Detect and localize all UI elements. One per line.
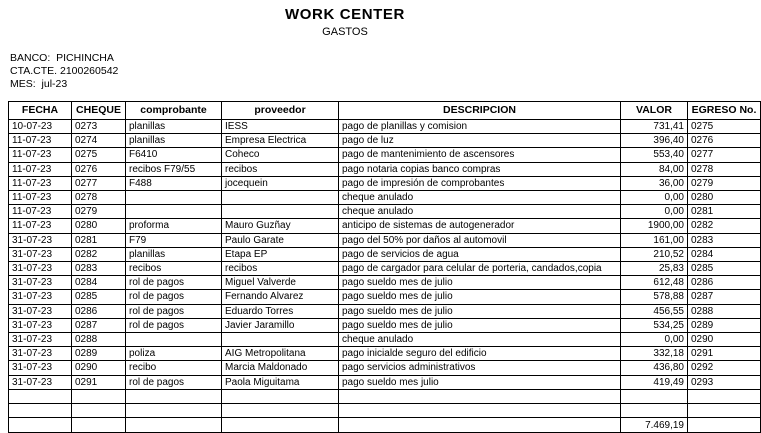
cell-cheque: 0279: [72, 205, 126, 219]
cell-cheque: 0274: [72, 134, 126, 148]
cell-descripcion: cheque anulado: [339, 191, 621, 205]
cell-cheque: 0287: [72, 318, 126, 332]
cell-fecha: 11-07-23: [9, 219, 72, 233]
column-header-egreso: EGRESO No.: [688, 102, 761, 120]
column-header-proveedor: proveedor: [222, 102, 339, 120]
cell-descripcion: pago sueldo mes de julio: [339, 276, 621, 290]
cell-fecha: 11-07-23: [9, 134, 72, 148]
cell-valor: 0,00: [621, 191, 688, 205]
cell-cheque: 0280: [72, 219, 126, 233]
cell-cheque: [72, 389, 126, 403]
cell-egreso: 0293: [688, 375, 761, 389]
cell-comprobante: [126, 191, 222, 205]
cell-proveedor: Javier Jaramillo: [222, 318, 339, 332]
cell-fecha: 11-07-23: [9, 176, 72, 190]
total-spacer-comprobante: [126, 418, 222, 433]
cell-proveedor: Paola Miguitama: [222, 375, 339, 389]
cell-comprobante: recibos: [126, 262, 222, 276]
cell-egreso: 0291: [688, 347, 761, 361]
cell-comprobante: F488: [126, 176, 222, 190]
cell-descripcion: pago de mantenimiento de ascensores: [339, 148, 621, 162]
table-row: [9, 389, 761, 403]
total-spacer-proveedor: [222, 418, 339, 433]
cell-fecha: 31-07-23: [9, 318, 72, 332]
total-spacer-cheque: [72, 418, 126, 433]
cell-descripcion: pago inicialde seguro del edificio: [339, 347, 621, 361]
cell-comprobante: F79: [126, 233, 222, 247]
table-row: [9, 276, 761, 290]
cell-comprobante: [126, 404, 222, 418]
table-row: [9, 205, 761, 219]
cell-egreso: 0282: [688, 219, 761, 233]
cell-fecha: 31-07-23: [9, 347, 72, 361]
cell-comprobante: rol de pagos: [126, 290, 222, 304]
cell-proveedor: [222, 205, 339, 219]
cell-cheque: 0278: [72, 191, 126, 205]
cell-egreso: 0292: [688, 361, 761, 375]
cell-comprobante: recibo: [126, 361, 222, 375]
cell-comprobante: [126, 333, 222, 347]
cell-egreso: 0275: [688, 120, 761, 134]
cell-egreso: 0276: [688, 134, 761, 148]
cell-valor: 731,41: [621, 120, 688, 134]
cell-cheque: 0276: [72, 162, 126, 176]
table-row: [9, 176, 761, 190]
cell-fecha: 31-07-23: [9, 375, 72, 389]
page-subtitle: GASTOS: [322, 26, 368, 38]
total-spacer-egreso: [688, 418, 761, 433]
cell-cheque: 0285: [72, 290, 126, 304]
account-row: [10, 65, 690, 78]
cell-proveedor: Mauro Guzñay: [222, 219, 339, 233]
cell-proveedor: recibos: [222, 162, 339, 176]
cell-comprobante: recibos F79/55: [126, 162, 222, 176]
table-row: [9, 347, 761, 361]
account-value: 2100260542: [59, 65, 119, 77]
cell-cheque: 0277: [72, 176, 126, 190]
cell-egreso: 0286: [688, 276, 761, 290]
table-row: [9, 134, 761, 148]
cell-egreso: 0285: [688, 262, 761, 276]
table-row: [9, 333, 761, 347]
cell-comprobante: planillas: [126, 120, 222, 134]
account-metadata: [10, 52, 690, 91]
cell-proveedor: Coheco: [222, 148, 339, 162]
cell-valor: 161,00: [621, 233, 688, 247]
cell-proveedor: Etapa EP: [222, 247, 339, 261]
table-row: [9, 162, 761, 176]
cell-fecha: 11-07-23: [9, 148, 72, 162]
cell-proveedor: Miguel Valverde: [222, 276, 339, 290]
cell-cheque: 0284: [72, 276, 126, 290]
table-row: [9, 361, 761, 375]
cell-egreso: 0287: [688, 290, 761, 304]
cell-cheque: 0286: [72, 304, 126, 318]
cell-valor: 1900,00: [621, 219, 688, 233]
cell-descripcion: [339, 404, 621, 418]
cell-descripcion: pago sueldo mes de julio: [339, 304, 621, 318]
cell-egreso: [688, 404, 761, 418]
table-row: [9, 375, 761, 389]
cell-egreso: 0283: [688, 233, 761, 247]
table-header-row: [9, 102, 761, 120]
cell-descripcion: pago de cargador para celular de porteria, candados,copia: [339, 262, 621, 276]
cell-fecha: 31-07-23: [9, 361, 72, 375]
table-row: [9, 404, 761, 418]
cell-comprobante: rol de pagos: [126, 276, 222, 290]
cell-fecha: 31-07-23: [9, 304, 72, 318]
column-header-valor: VALOR: [621, 102, 688, 120]
bank-value: PICHINCHA: [56, 52, 114, 64]
cell-egreso: 0279: [688, 176, 761, 190]
column-header-cheque: CHEQUE: [72, 102, 126, 120]
cell-valor: 0,00: [621, 333, 688, 347]
cell-valor: 578,88: [621, 290, 688, 304]
cell-comprobante: planillas: [126, 134, 222, 148]
cell-proveedor: [222, 389, 339, 403]
cell-proveedor: Empresa Electrica: [222, 134, 339, 148]
cell-valor: 84,00: [621, 162, 688, 176]
cell-valor: 553,40: [621, 148, 688, 162]
cell-valor: [621, 389, 688, 403]
bank-row: [10, 52, 690, 65]
cell-valor: 436,80: [621, 361, 688, 375]
cell-fecha: 11-07-23: [9, 162, 72, 176]
cell-fecha: 31-07-23: [9, 276, 72, 290]
month-label: MES:: [10, 78, 36, 90]
cell-proveedor: recibos: [222, 262, 339, 276]
table-row: [9, 219, 761, 233]
cell-descripcion: pago de planillas y comision: [339, 120, 621, 134]
cell-valor: 612,48: [621, 276, 688, 290]
cell-fecha: 31-07-23: [9, 333, 72, 347]
total-spacer-descripcion: [339, 418, 621, 433]
cell-comprobante: proforma: [126, 219, 222, 233]
cell-descripcion: [339, 389, 621, 403]
cell-valor: [621, 404, 688, 418]
cell-egreso: 0288: [688, 304, 761, 318]
table-row: [9, 304, 761, 318]
cell-proveedor: AIG Metropolitana: [222, 347, 339, 361]
document-page: [0, 6, 757, 433]
cell-descripcion: pago notaria copias banco compras: [339, 162, 621, 176]
cell-cheque: 0288: [72, 333, 126, 347]
cell-egreso: 0281: [688, 205, 761, 219]
cell-egreso: 0284: [688, 247, 761, 261]
cell-descripcion: cheque anulado: [339, 205, 621, 219]
month-row: [10, 78, 690, 91]
cell-fecha: 31-07-23: [9, 233, 72, 247]
cell-proveedor: IESS: [222, 120, 339, 134]
column-header-fecha: FECHA: [9, 102, 72, 120]
cell-descripcion: pago servicios administrativos: [339, 361, 621, 375]
account-label: CTA.CTE.: [10, 65, 58, 77]
cell-fecha: 11-07-23: [9, 191, 72, 205]
cell-descripcion: pago del 50% por daños al automovil: [339, 233, 621, 247]
cell-egreso: 0278: [688, 162, 761, 176]
table-row: [9, 318, 761, 332]
cell-valor: 419,49: [621, 375, 688, 389]
cell-valor: 534,25: [621, 318, 688, 332]
cell-cheque: 0281: [72, 233, 126, 247]
table-row: [9, 233, 761, 247]
cell-descripcion: pago de luz: [339, 134, 621, 148]
cell-egreso: 0280: [688, 191, 761, 205]
cell-valor: 0,00: [621, 205, 688, 219]
cell-proveedor: Eduardo Torres: [222, 304, 339, 318]
month-value: jul-23: [41, 78, 68, 90]
cell-fecha: [9, 404, 72, 418]
cell-egreso: 0290: [688, 333, 761, 347]
cell-valor: 396,40: [621, 134, 688, 148]
table-row: [9, 290, 761, 304]
cell-cheque: 0275: [72, 148, 126, 162]
expenses-table: [8, 101, 761, 433]
column-header-descripcion: DESCRIPCION: [339, 102, 621, 120]
cell-comprobante: rol de pagos: [126, 304, 222, 318]
cell-fecha: 10-07-23: [9, 120, 72, 134]
cell-cheque: [72, 404, 126, 418]
cell-valor: 332,18: [621, 347, 688, 361]
cell-proveedor: [222, 333, 339, 347]
cell-egreso: 0289: [688, 318, 761, 332]
cell-comprobante: rol de pagos: [126, 318, 222, 332]
total-spacer-fecha: [9, 418, 72, 433]
cell-descripcion: pago sueldo mes de julio: [339, 318, 621, 332]
cell-proveedor: [222, 404, 339, 418]
cell-descripcion: pago sueldo mes de julio: [339, 290, 621, 304]
cell-comprobante: F6410: [126, 148, 222, 162]
cell-fecha: 11-07-23: [9, 205, 72, 219]
cell-valor: 25,83: [621, 262, 688, 276]
cell-fecha: [9, 389, 72, 403]
table-row: [9, 120, 761, 134]
cell-cheque: 0289: [72, 347, 126, 361]
cell-fecha: 31-07-23: [9, 262, 72, 276]
cell-fecha: 31-07-23: [9, 247, 72, 261]
cell-proveedor: [222, 191, 339, 205]
table-total-row: [9, 418, 761, 433]
cell-comprobante: poliza: [126, 347, 222, 361]
table-body: [9, 120, 761, 433]
page-title: WORK CENTER: [285, 6, 405, 23]
table-row: [9, 247, 761, 261]
table-row: [9, 262, 761, 276]
table-row: [9, 148, 761, 162]
cell-descripcion: anticipo de sistemas de autogenerador: [339, 219, 621, 233]
cell-descripcion: cheque anulado: [339, 333, 621, 347]
cell-egreso: [688, 389, 761, 403]
cell-comprobante: rol de pagos: [126, 375, 222, 389]
cell-cheque: 0283: [72, 262, 126, 276]
cell-cheque: 0290: [72, 361, 126, 375]
cell-valor: 456,55: [621, 304, 688, 318]
table-row: [9, 191, 761, 205]
cell-descripcion: pago de servicios de agua: [339, 247, 621, 261]
cell-comprobante: [126, 389, 222, 403]
cell-valor: 210,52: [621, 247, 688, 261]
column-header-comprobante: comprobante: [126, 102, 222, 120]
cell-proveedor: jocequein: [222, 176, 339, 190]
cell-proveedor: Marcia Maldonado: [222, 361, 339, 375]
cell-proveedor: Paulo Garate: [222, 233, 339, 247]
cell-descripcion: pago sueldo mes julio: [339, 375, 621, 389]
cell-fecha: 31-07-23: [9, 290, 72, 304]
cell-egreso: 0277: [688, 148, 761, 162]
total-value: 7.469,19: [621, 418, 688, 433]
cell-cheque: 0282: [72, 247, 126, 261]
cell-valor: 36,00: [621, 176, 688, 190]
cell-cheque: 0273: [72, 120, 126, 134]
cell-proveedor: Fernando Alvarez: [222, 290, 339, 304]
cell-descripcion: pago de impresión de comprobantes: [339, 176, 621, 190]
cell-comprobante: planillas: [126, 247, 222, 261]
cell-cheque: 0291: [72, 375, 126, 389]
cell-comprobante: [126, 205, 222, 219]
bank-label: BANCO:: [10, 52, 51, 64]
